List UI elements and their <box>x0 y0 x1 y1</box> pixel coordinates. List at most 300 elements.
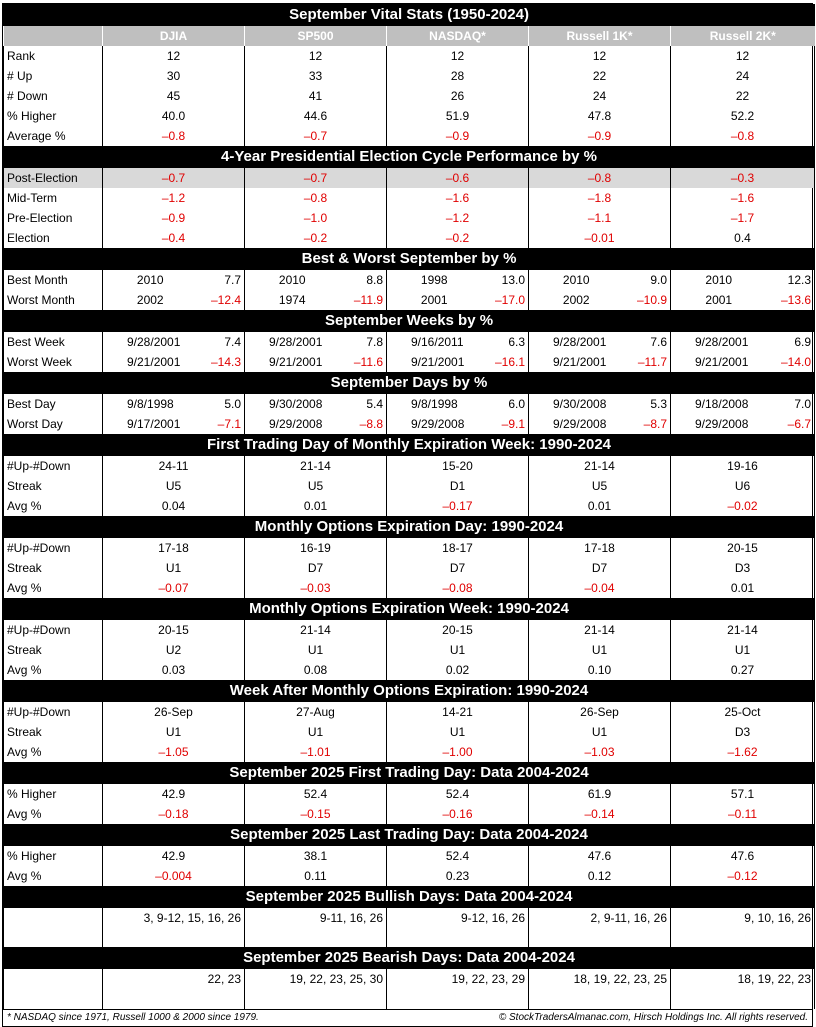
cell-value: –11.7 <box>637 355 667 369</box>
cell-value: 61.9 <box>529 784 671 805</box>
row-label: Streak <box>4 722 103 742</box>
cell-value: 26-Sep <box>103 702 245 723</box>
table-row <box>4 208 815 228</box>
cell-value: –0.7 <box>245 126 387 147</box>
cell-value: U6 <box>671 476 815 496</box>
cell-value: –0.18 <box>103 804 245 825</box>
cell-value: –0.8 <box>245 188 387 208</box>
cell-value: –11.9 <box>353 293 383 307</box>
cell-days: 18, 19, 22, 23, 25 <box>529 969 671 1009</box>
cell-value: 16-19 <box>245 538 387 559</box>
row-label: % Higher <box>4 846 103 867</box>
table-row <box>4 866 815 887</box>
row-label: Best Month <box>4 270 103 291</box>
cell-value: –17.0 <box>494 293 525 307</box>
section-title-row <box>4 825 815 846</box>
cell-value: 24-11 <box>103 456 245 477</box>
cell-value: U1 <box>103 558 245 578</box>
row-label: Avg % <box>4 804 103 825</box>
cell-value: 5.3 <box>650 397 667 411</box>
row-label: # Down <box>4 86 103 106</box>
cell-value: U1 <box>245 722 387 742</box>
cell-period: 9/21/2001 <box>387 352 458 373</box>
cell-value: 0.01 <box>529 496 671 517</box>
cell-value: 42.9 <box>103 846 245 867</box>
section-title-row <box>4 147 815 168</box>
cell-value: –9.1 <box>501 417 525 431</box>
cell-value: –16.1 <box>494 355 525 369</box>
cell-days: 2, 9-11, 16, 26 <box>529 908 671 948</box>
table-row <box>4 126 815 147</box>
cell-value: –7.1 <box>217 417 241 431</box>
cell-value: –0.7 <box>103 168 245 189</box>
table-row <box>4 228 815 249</box>
cell-value: –0.8 <box>529 168 671 189</box>
cell-value: 13.0 <box>501 273 525 287</box>
table-row <box>4 456 815 477</box>
cell-value: –0.17 <box>387 496 529 517</box>
cell-value: –0.2 <box>387 228 529 249</box>
cell-value: U1 <box>671 640 815 660</box>
section-title-row <box>4 887 815 908</box>
cell-days: 19, 22, 23, 25, 30 <box>245 969 387 1009</box>
cell-value: 52.4 <box>387 846 529 867</box>
cell-period: 9/8/1998 <box>103 394 174 415</box>
cell-value: 17-18 <box>529 538 671 559</box>
cell-value: 12 <box>529 46 671 66</box>
cell-value: 15-20 <box>387 456 529 477</box>
cell-value: 0.02 <box>387 660 529 681</box>
cell-value: 17-18 <box>103 538 245 559</box>
cell-value: 0.27 <box>671 660 815 681</box>
table-row <box>4 558 815 578</box>
cell-period: 1974 <box>245 290 316 311</box>
cell-value: –0.8 <box>671 126 815 147</box>
cell-value: 6.3 <box>508 335 525 349</box>
cell-period: 9/28/2001 <box>245 332 316 353</box>
cell-value: 0.12 <box>529 866 671 887</box>
cell-period: 1998 <box>387 270 458 291</box>
cell-value: 21-14 <box>671 620 815 641</box>
cell-value: –0.07 <box>103 578 245 599</box>
cell-value: 12 <box>245 46 387 66</box>
column-header: Russell 1K* <box>529 26 671 47</box>
cell-value: –8.8 <box>359 417 383 431</box>
cell-value: –1.2 <box>387 208 529 228</box>
section-title-row <box>4 599 815 620</box>
cell-value: U1 <box>245 640 387 660</box>
table-row <box>4 352 815 373</box>
section-title-row <box>4 517 815 538</box>
cell-value: 12 <box>387 46 529 66</box>
cell-value: 19-16 <box>671 456 815 477</box>
section-title-row <box>4 5 815 26</box>
cell-value: 30 <box>103 66 245 86</box>
cell-value: 8.8 <box>366 273 383 287</box>
cell-period: 9/21/2001 <box>103 352 174 373</box>
cell-value: U1 <box>529 640 671 660</box>
cell-period: 9/29/2008 <box>671 414 743 435</box>
cell-value: –14.0 <box>743 352 815 373</box>
cell-value: –0.12 <box>671 866 815 887</box>
cell-value: –10.9 <box>636 293 667 307</box>
section-title-row <box>4 435 815 456</box>
cell-value: 14-21 <box>387 702 529 723</box>
cell-period: 9/29/2008 <box>245 414 316 435</box>
row-label <box>4 908 103 948</box>
cell-value: –0.02 <box>671 496 815 517</box>
cell-value: D1 <box>387 476 529 496</box>
column-header: Russell 2K* <box>671 26 815 47</box>
section-title-row <box>4 249 815 270</box>
cell-period: 2010 <box>671 270 743 291</box>
row-label: #Up-#Down <box>4 538 103 559</box>
cell-period: 9/28/2001 <box>529 332 600 353</box>
row-label: Avg % <box>4 496 103 517</box>
table-row <box>4 722 815 742</box>
row-label: Streak <box>4 558 103 578</box>
cell-value: –0.01 <box>529 228 671 249</box>
cell-period: 2001 <box>671 290 743 311</box>
cell-value: –1.03 <box>529 742 671 763</box>
section-title: September 2025 Last Trading Day: Data 2004-2024 <box>4 825 815 846</box>
footer <box>2 1009 813 1027</box>
cell-value: U1 <box>529 722 671 742</box>
cell-value: 0.03 <box>103 660 245 681</box>
row-label: Avg % <box>4 660 103 681</box>
table-row <box>4 578 815 599</box>
cell-value: –0.6 <box>387 168 529 189</box>
row-label: #Up-#Down <box>4 456 103 477</box>
cell-value: –0.08 <box>387 578 529 599</box>
cell-value: –14.3 <box>210 355 241 369</box>
cell-value: –0.14 <box>529 804 671 825</box>
cell-value: 0.10 <box>529 660 671 681</box>
row-label: Best Day <box>4 394 103 415</box>
cell-value: 21-14 <box>245 620 387 641</box>
cell-value: –0.7 <box>245 168 387 189</box>
cell-value: –0.9 <box>529 126 671 147</box>
table-row <box>4 168 815 189</box>
cell-value: –1.6 <box>671 188 815 208</box>
cell-value: –0.04 <box>529 578 671 599</box>
table-row <box>4 784 815 805</box>
cell-value: 7.6 <box>650 335 667 349</box>
cell-value: U5 <box>103 476 245 496</box>
cell-value: 6.0 <box>508 397 525 411</box>
cell-value: –1.8 <box>529 188 671 208</box>
cell-value: 47.6 <box>671 846 815 867</box>
cell-value: –1.2 <box>103 188 245 208</box>
cell-period: 9/18/2008 <box>671 394 743 415</box>
row-label: Post-Election <box>4 168 103 189</box>
section-title: September 2025 Bearish Days: Data 2004-2024 <box>4 948 815 969</box>
cell-period: 9/21/2001 <box>529 352 600 373</box>
table-row <box>4 969 815 1009</box>
cell-value: 12 <box>103 46 245 66</box>
cell-value: 0.23 <box>387 866 529 887</box>
row-label: Avg % <box>4 578 103 599</box>
cell-value: –1.05 <box>103 742 245 763</box>
section-title: September 2025 First Trading Day: Data 2004-2024 <box>4 763 815 784</box>
cell-value: 0.04 <box>103 496 245 517</box>
column-header-blank <box>4 26 103 47</box>
cell-value: –0.2 <box>245 228 387 249</box>
cell-value: 5.4 <box>366 397 383 411</box>
row-label: Avg % <box>4 742 103 763</box>
footer-copyright: © StockTradersAlmanac.com, Hirsch Holdings Inc. All rights reserved. <box>498 1012 808 1023</box>
cell-days: 22, 23 <box>103 969 245 1009</box>
cell-value: 5.0 <box>224 397 241 411</box>
section-title: 4-Year Presidential Election Cycle Performance by % <box>4 147 815 168</box>
cell-value: 6.9 <box>743 332 815 353</box>
cell-period: 9/17/2001 <box>103 414 174 435</box>
row-label: Election <box>4 228 103 249</box>
table-row <box>4 332 815 353</box>
column-header-row <box>4 26 815 47</box>
cell-period: 2010 <box>103 270 174 291</box>
cell-value: –6.7 <box>743 414 815 435</box>
cell-value: 18-17 <box>387 538 529 559</box>
table-row <box>4 742 815 763</box>
cell-value: 0.4 <box>671 228 815 249</box>
cell-period: 2010 <box>245 270 316 291</box>
cell-value: 12.3 <box>743 270 815 291</box>
cell-value: U5 <box>529 476 671 496</box>
cell-value: 20-15 <box>671 538 815 559</box>
table-row <box>4 414 815 435</box>
row-label: Average % <box>4 126 103 147</box>
cell-value: –1.7 <box>671 208 815 228</box>
cell-value: 51.9 <box>387 106 529 126</box>
stats-sheet <box>2 3 813 1027</box>
row-label: # Up <box>4 66 103 86</box>
cell-period: 2001 <box>387 290 458 311</box>
cell-value: 27-Aug <box>245 702 387 723</box>
cell-value: 28 <box>387 66 529 86</box>
cell-value: 21-14 <box>529 620 671 641</box>
row-label: Best Week <box>4 332 103 353</box>
row-label: Rank <box>4 46 103 66</box>
column-header: NASDAQ* <box>387 26 529 47</box>
cell-days: 9-11, 16, 26 <box>245 908 387 948</box>
cell-value: 57.1 <box>671 784 815 805</box>
section-title: Best & Worst September by % <box>4 249 815 270</box>
cell-value: D7 <box>245 558 387 578</box>
cell-value: 26 <box>387 86 529 106</box>
cell-value: 47.8 <box>529 106 671 126</box>
cell-value: 24 <box>671 66 815 86</box>
cell-period: 9/28/2001 <box>671 332 743 353</box>
cell-value: D3 <box>671 558 815 578</box>
cell-value: –0.4 <box>103 228 245 249</box>
row-label <box>4 969 103 1009</box>
cell-value: –12.4 <box>210 293 241 307</box>
cell-days: 18, 19, 22, 23 <box>671 969 815 1009</box>
cell-value: 7.0 <box>743 394 815 415</box>
section-title-row <box>4 373 815 394</box>
column-header: SP500 <box>245 26 387 47</box>
table-row <box>4 538 815 559</box>
cell-value: D7 <box>529 558 671 578</box>
section-title-row <box>4 681 815 702</box>
table-row <box>4 846 815 867</box>
cell-days: 3, 9-12, 15, 16, 26 <box>103 908 245 948</box>
section-title: Week After Monthly Options Expiration: 1990-2024 <box>4 681 815 702</box>
cell-value: 21-14 <box>245 456 387 477</box>
cell-value: –13.6 <box>743 290 815 311</box>
cell-value: 7.4 <box>224 335 241 349</box>
cell-value: 24 <box>529 86 671 106</box>
cell-period: 9/16/2011 <box>387 332 458 353</box>
cell-value: 40.0 <box>103 106 245 126</box>
cell-value: –0.9 <box>103 208 245 228</box>
cell-value: –0.11 <box>671 804 815 825</box>
cell-value: 52.4 <box>245 784 387 805</box>
table-row <box>4 660 815 681</box>
cell-value: 41 <box>245 86 387 106</box>
cell-value: 21-14 <box>529 456 671 477</box>
row-label: % Higher <box>4 106 103 126</box>
table-row <box>4 620 815 641</box>
table-row <box>4 640 815 660</box>
cell-value: –11.6 <box>353 355 383 369</box>
column-header: DJIA <box>103 26 245 47</box>
cell-value: 42.9 <box>103 784 245 805</box>
cell-value: 45 <box>103 86 245 106</box>
section-title-row <box>4 763 815 784</box>
cell-days: 19, 22, 23, 29 <box>387 969 529 1009</box>
cell-value: 47.6 <box>529 846 671 867</box>
section-title-row <box>4 311 815 332</box>
cell-value: 20-15 <box>103 620 245 641</box>
stats-table-frame <box>2 3 813 1009</box>
row-label: Worst Day <box>4 414 103 435</box>
cell-period: 9/30/2008 <box>245 394 316 415</box>
cell-value: 7.8 <box>366 335 383 349</box>
cell-value: 38.1 <box>245 846 387 867</box>
table-row <box>4 270 815 291</box>
cell-value: –0.3 <box>671 168 815 189</box>
section-title: September Weeks by % <box>4 311 815 332</box>
table-row <box>4 394 815 415</box>
cell-value: –1.6 <box>387 188 529 208</box>
cell-value: U1 <box>387 640 529 660</box>
cell-value: –1.01 <box>245 742 387 763</box>
table-row <box>4 290 815 311</box>
row-label: Streak <box>4 640 103 660</box>
table-row <box>4 804 815 825</box>
section-title: September Days by % <box>4 373 815 394</box>
stats-table <box>3 4 815 1009</box>
cell-value: 7.7 <box>224 273 241 287</box>
row-label: #Up-#Down <box>4 620 103 641</box>
table-row <box>4 476 815 496</box>
table-row <box>4 46 815 66</box>
cell-value: 52.4 <box>387 784 529 805</box>
cell-value: 20-15 <box>387 620 529 641</box>
cell-value: U2 <box>103 640 245 660</box>
cell-value: –1.00 <box>387 742 529 763</box>
stats-table-body <box>4 5 815 1009</box>
cell-value: 12 <box>671 46 815 66</box>
row-label: Pre-Election <box>4 208 103 228</box>
cell-value: –0.9 <box>387 126 529 147</box>
cell-days: 9-12, 16, 26 <box>387 908 529 948</box>
cell-value: D7 <box>387 558 529 578</box>
section-title: September Vital Stats (1950-2024) <box>4 5 815 26</box>
cell-value: –1.1 <box>529 208 671 228</box>
cell-value: –0.16 <box>387 804 529 825</box>
cell-value: 9.0 <box>650 273 667 287</box>
cell-value: 25-Oct <box>671 702 815 723</box>
cell-period: 2002 <box>103 290 174 311</box>
row-label: % Higher <box>4 784 103 805</box>
cell-value: –8.7 <box>643 417 667 431</box>
cell-value: –0.03 <box>245 578 387 599</box>
cell-value: 22 <box>529 66 671 86</box>
table-row <box>4 106 815 126</box>
row-label: #Up-#Down <box>4 702 103 723</box>
cell-value: –1.62 <box>671 742 815 763</box>
table-row <box>4 86 815 106</box>
section-title: First Trading Day of Monthly Expiration Week: 1990-2024 <box>4 435 815 456</box>
cell-value: –0.15 <box>245 804 387 825</box>
cell-value: –0.8 <box>103 126 245 147</box>
cell-value: 0.08 <box>245 660 387 681</box>
cell-period: 9/28/2001 <box>103 332 174 353</box>
cell-value: 0.11 <box>245 866 387 887</box>
row-label: Streak <box>4 476 103 496</box>
footer-note: * NASDAQ since 1971, Russell 1000 & 2000 since 1979. <box>7 1012 259 1023</box>
row-label: Avg % <box>4 866 103 887</box>
cell-period: 9/30/2008 <box>529 394 600 415</box>
row-label: Worst Week <box>4 352 103 373</box>
cell-value: U5 <box>245 476 387 496</box>
cell-period: 9/29/2008 <box>529 414 600 435</box>
cell-value: U1 <box>103 722 245 742</box>
table-row <box>4 66 815 86</box>
cell-period: 2002 <box>529 290 600 311</box>
cell-period: 9/21/2001 <box>671 352 743 373</box>
table-row <box>4 188 815 208</box>
cell-value: U1 <box>387 722 529 742</box>
cell-value: 26-Sep <box>529 702 671 723</box>
section-title-row <box>4 948 815 969</box>
cell-value: D3 <box>671 722 815 742</box>
section-title: September 2025 Bullish Days: Data 2004-2024 <box>4 887 815 908</box>
cell-value: 22 <box>671 86 815 106</box>
cell-period: 9/29/2008 <box>387 414 458 435</box>
cell-value: –1.0 <box>245 208 387 228</box>
cell-value: 33 <box>245 66 387 86</box>
cell-value: 0.01 <box>245 496 387 517</box>
cell-value: 52.2 <box>671 106 815 126</box>
cell-value: –0.004 <box>103 866 245 887</box>
cell-period: 9/21/2001 <box>245 352 316 373</box>
cell-period: 9/8/1998 <box>387 394 458 415</box>
section-title: Monthly Options Expiration Day: 1990-2024 <box>4 517 815 538</box>
table-row <box>4 496 815 517</box>
row-label: Worst Month <box>4 290 103 311</box>
section-title: Monthly Options Expiration Week: 1990-2024 <box>4 599 815 620</box>
row-label: Mid-Term <box>4 188 103 208</box>
cell-days: 9, 10, 16, 26 <box>671 908 815 948</box>
cell-value: 0.01 <box>671 578 815 599</box>
table-row <box>4 908 815 948</box>
cell-value: 44.6 <box>245 106 387 126</box>
cell-period: 2010 <box>529 270 600 291</box>
